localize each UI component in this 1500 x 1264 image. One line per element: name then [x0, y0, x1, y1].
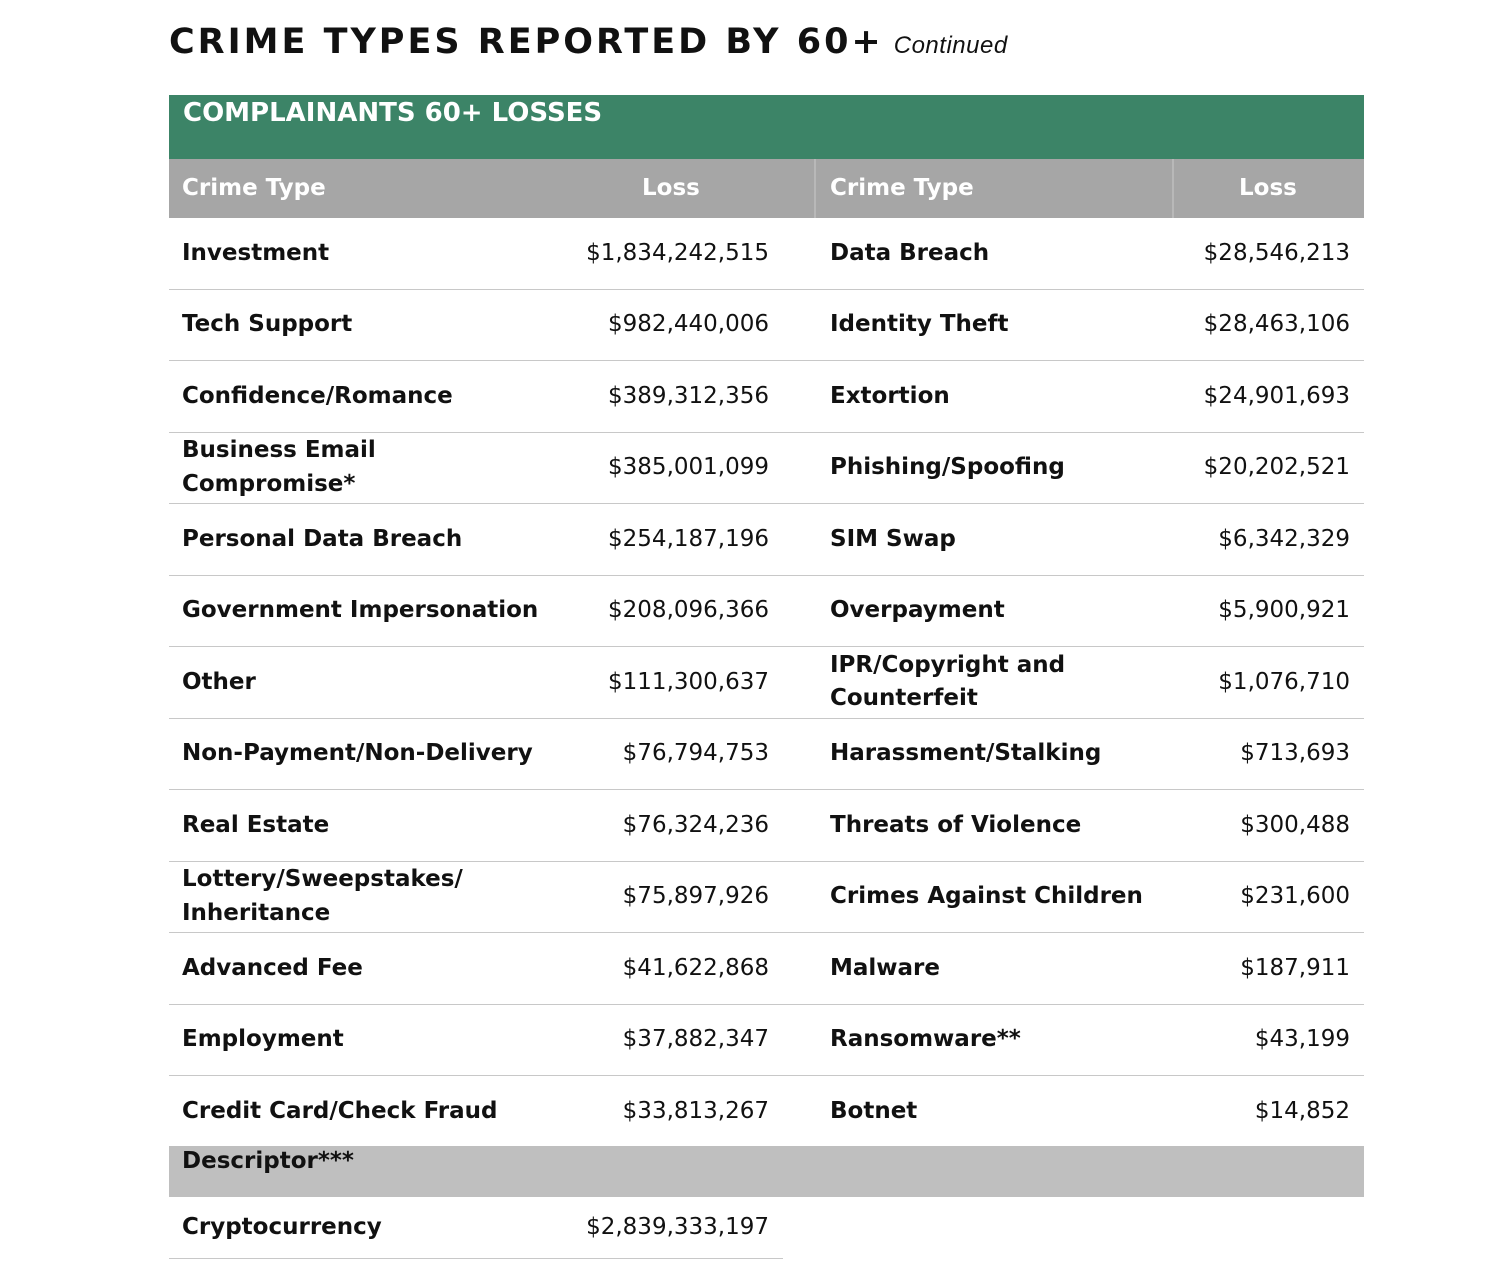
- crime-type-cell: Lottery/Sweepstakes/ Inheritance: [182, 866, 463, 926]
- table-row: [169, 1076, 1364, 1148]
- crime-type-cell: Threats of Violence: [830, 811, 1082, 838]
- header-loss-left: Loss: [642, 175, 700, 201]
- table-row: [169, 1005, 1364, 1077]
- crime-type-cell: Government Impersonation: [182, 597, 539, 624]
- loss-cell: $713,693: [1240, 740, 1350, 767]
- loss-cell: $76,324,236: [622, 811, 769, 838]
- loss-cell: $187,911: [1240, 954, 1350, 981]
- table-banner: [169, 95, 1364, 159]
- loss-cell: $5,900,921: [1218, 597, 1350, 624]
- table-body: [169, 218, 1364, 1148]
- table-row: [169, 862, 1364, 934]
- crime-type-cell: Credit Card/Check Fraud: [182, 1097, 498, 1124]
- loss-cell: $41,622,868: [622, 954, 769, 981]
- header-loss-right: Loss: [1239, 175, 1297, 201]
- crime-type-cell: Crimes Against Children: [830, 883, 1143, 910]
- loss-cell: $20,202,521: [1203, 454, 1350, 481]
- crime-type-cell: IPR/Copyright and Counterfeit: [830, 651, 1066, 712]
- loss-cell: $982,440,006: [608, 311, 769, 338]
- crime-type-cell: Other: [182, 668, 256, 695]
- crime-type-cell: Personal Data Breach: [182, 525, 463, 552]
- crime-type-cell: Ransomware**: [830, 1026, 1021, 1053]
- table-row: [169, 433, 1364, 505]
- loss-cell: $385,001,099: [608, 454, 769, 481]
- loss-cell: $111,300,637: [608, 668, 769, 695]
- crime-type-cell: SIM Swap: [830, 525, 956, 552]
- table-header: [169, 159, 1364, 218]
- table-row: [169, 647, 1364, 719]
- loss-cell: $24,901,693: [1203, 382, 1350, 409]
- banner-title: COMPLAINANTS 60+ LOSSES: [183, 98, 603, 128]
- descriptor-row: [169, 1197, 783, 1259]
- loss-cell: $389,312,356: [608, 382, 769, 409]
- loss-cell: $76,794,753: [622, 740, 769, 767]
- loss-cell: $37,882,347: [622, 1026, 769, 1053]
- loss-cell: $300,488: [1240, 811, 1350, 838]
- descriptor-header: [169, 1146, 1364, 1197]
- loss-cell: $28,463,106: [1203, 311, 1350, 338]
- crime-type-cell: Investment: [182, 239, 330, 266]
- title-continued: Continued: [893, 32, 1008, 59]
- loss-cell: $6,342,329: [1218, 525, 1350, 552]
- crime-type-cell: Tech Support: [182, 311, 353, 338]
- crime-type-cell: Non-Payment/Non-Delivery: [182, 740, 533, 767]
- crime-type-cell: Overpayment: [830, 597, 1005, 624]
- table-row: [169, 933, 1364, 1005]
- crime-type-cell: Botnet: [830, 1097, 918, 1124]
- header-crime-type-left: Crime Type: [182, 175, 326, 201]
- loss-cell: $43,199: [1254, 1026, 1350, 1053]
- crime-type-cell: Malware: [830, 954, 941, 981]
- table-row: [169, 504, 1364, 576]
- crime-type-cell: Advanced Fee: [182, 954, 363, 981]
- loss-cell: $208,096,366: [608, 597, 769, 624]
- table-row: [169, 790, 1364, 862]
- loss-cell: $28,546,213: [1203, 239, 1350, 266]
- table-row: [169, 218, 1364, 290]
- loss-cell: $1,834,242,515: [586, 239, 769, 266]
- loss-cell: $1,076,710: [1218, 668, 1350, 695]
- table-row: [169, 719, 1364, 791]
- crime-type-cell: Identity Theft: [830, 311, 1009, 338]
- crime-type-cell: Phishing/Spoofing: [830, 454, 1065, 481]
- descriptor-type: Cryptocurrency: [182, 1213, 382, 1240]
- loss-cell: $75,897,926: [622, 883, 769, 910]
- crime-type-cell: Extortion: [830, 382, 950, 409]
- header-crime-type-right: Crime Type: [830, 175, 974, 201]
- crime-type-cell: Data Breach: [830, 239, 990, 266]
- loss-cell: $14,852: [1254, 1097, 1350, 1124]
- table-row: [169, 290, 1364, 362]
- crime-type-cell: Harassment/Stalking: [830, 740, 1102, 767]
- page-title: [169, 22, 1008, 62]
- crime-type-cell: Real Estate: [182, 811, 330, 838]
- loss-cell: $231,600: [1240, 883, 1350, 910]
- descriptor-label: Descriptor***: [182, 1148, 354, 1174]
- title-main: CRIME TYPES REPORTED BY 60+: [169, 22, 884, 62]
- loss-cell: $254,187,196: [608, 525, 769, 552]
- crime-type-cell: Employment: [182, 1026, 344, 1053]
- table-row: [169, 361, 1364, 433]
- header-divider: [814, 159, 816, 218]
- crime-type-cell: Confidence/Romance: [182, 382, 453, 409]
- loss-cell: $33,813,267: [622, 1097, 769, 1124]
- table-row: [169, 576, 1364, 648]
- crime-type-cell: Business Email Compromise*: [182, 437, 376, 497]
- header-divider: [1172, 159, 1174, 218]
- descriptor-loss: $2,839,333,197: [586, 1213, 769, 1240]
